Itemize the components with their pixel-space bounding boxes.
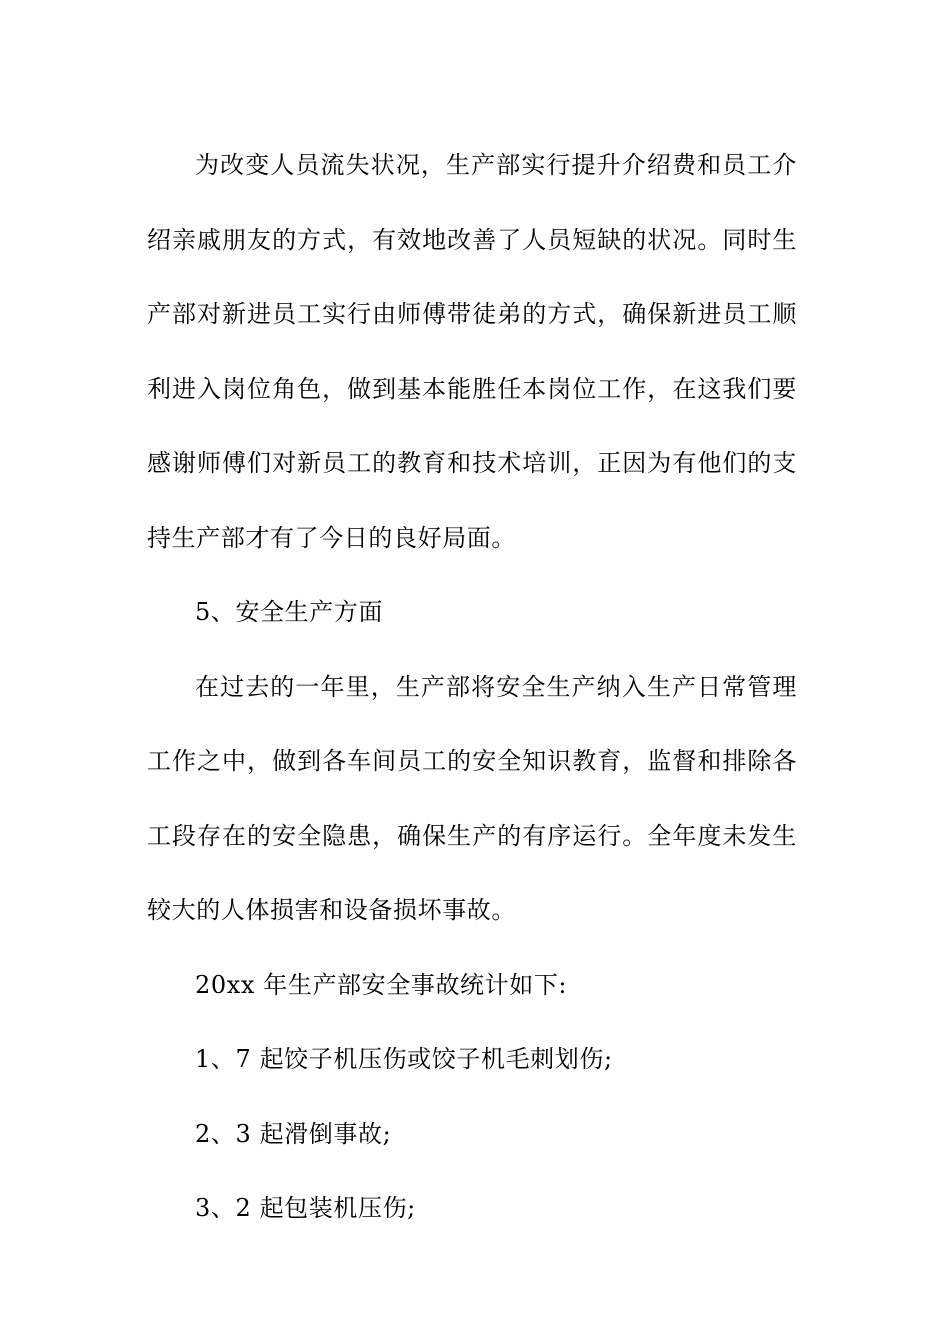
section-heading-safety: 5、安全生产方面 (195, 598, 384, 626)
list-item-accident-1: 1、7 起饺子机压伤或饺子机毛刺划伤; (195, 1045, 613, 1073)
document-body (147, 128, 797, 1246)
list-item-accident-2: 2、3 起滑倒事故; (195, 1119, 392, 1148)
list-item-accident-3: 3、2 起包装机压伤; (195, 1194, 416, 1222)
paragraph-safety-management: 在过去的一年里，生产部将安全生产纳入生产日常管理工作之中，做到各车间员工的安全知识教育，监督和排除各工段存在的安全隐患，确保生产的有序运行。全年度未发生较大的人体损害和设备损坏事故。 (147, 672, 797, 924)
paragraph-accident-stats-intro: 20xx 年生产部安全事故统计如下: (195, 970, 568, 999)
paragraph-staff-retention: 为改变人员流失状况，生产部实行提升介绍费和员工介绍亲戚朋友的方式，有效地改善了人员短缺的状况。同时生产部对新进员工实行由师傅带徒弟的方式，确保新进员工顺利进入岗位角色，做到基本能胜任本岗位工作，在这我们要感谢师傅们对新员工的教育和技术培训，正因为有他们的支持生产部才有了今日的良好局面。 (147, 151, 797, 552)
